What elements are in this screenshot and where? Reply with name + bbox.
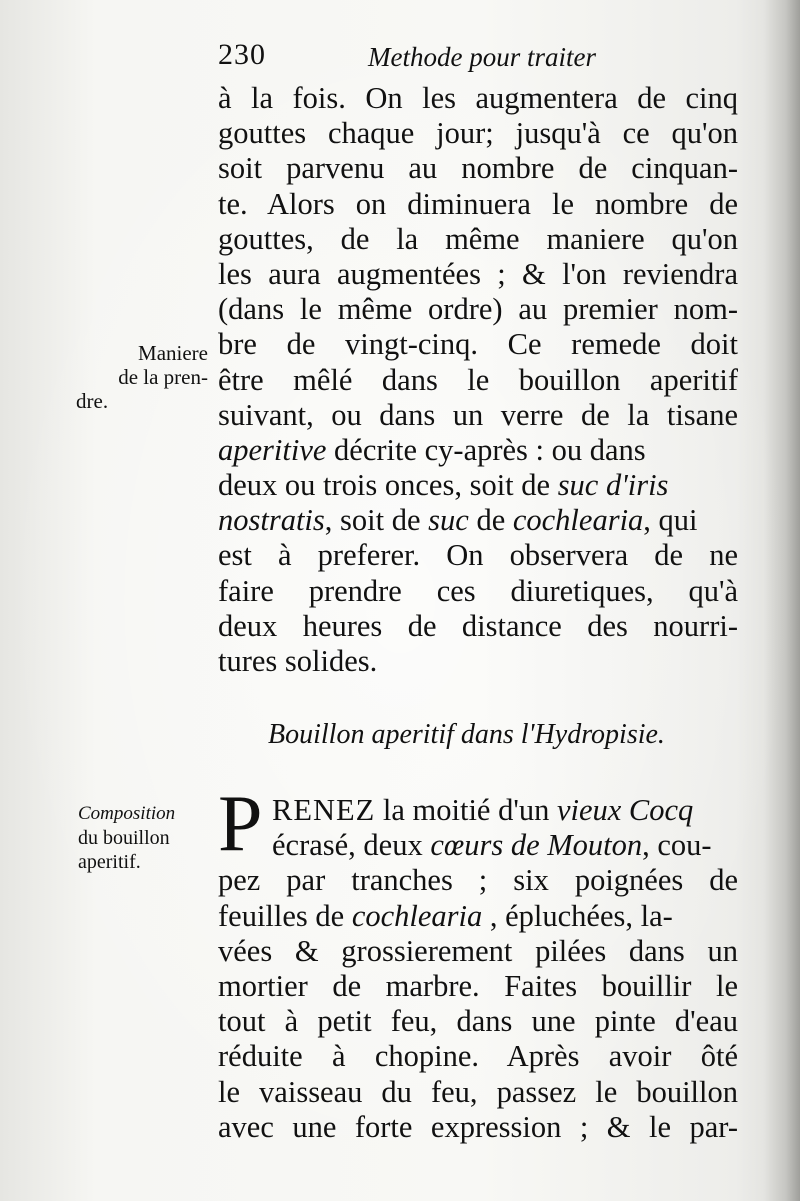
text-run: , qui bbox=[643, 503, 698, 538]
text-run: , cou- bbox=[642, 828, 712, 863]
text-line: pez par tranches ; six poignées de bbox=[218, 863, 738, 898]
margin-note-line: du bouillon bbox=[78, 827, 170, 849]
text-line: être mêlé dans le bouillon aperitif bbox=[218, 362, 738, 397]
paragraph-1 bbox=[218, 81, 738, 679]
text-run: feuilles de bbox=[218, 898, 352, 933]
text-line: tures solides. bbox=[218, 644, 378, 678]
text-line bbox=[218, 503, 738, 538]
text-line bbox=[218, 899, 738, 934]
text-run: la moitié d'un bbox=[375, 793, 557, 827]
text-line: bre de vingt-cinq. Ce remede doit bbox=[218, 327, 738, 362]
text-run: de bbox=[468, 503, 513, 538]
section-subheading: Bouillon aperitif dans l'Hydropisie. bbox=[268, 719, 665, 750]
paragraph-2 bbox=[218, 793, 738, 1145]
text-line: avec une forte expression ; & le par- bbox=[218, 1109, 738, 1144]
text-line: est à preferer. On observera de ne bbox=[218, 538, 738, 573]
page-header bbox=[218, 38, 738, 78]
text-line: vées & grossierement pilées dans un bbox=[218, 933, 738, 968]
text-line: tout à petit feu, dans une pinte d'eau bbox=[218, 1004, 738, 1039]
text-run: deux ou trois onces, soit de bbox=[218, 468, 558, 503]
italic-term: cœurs de Mouton bbox=[430, 828, 643, 863]
text-line: mortier de marbre. Faites bouillir le bbox=[218, 968, 738, 1003]
text-line bbox=[218, 468, 738, 503]
text-run: , épluchées, la- bbox=[482, 898, 673, 933]
italic-term: suc bbox=[428, 503, 469, 538]
text-line: suivant, ou dans un verre de la tisane bbox=[218, 397, 738, 432]
italic-term: suc d'iris bbox=[557, 468, 669, 503]
running-head: Methode pour traiter bbox=[368, 42, 596, 72]
margin-note-maniere bbox=[70, 341, 208, 413]
text-line: gouttes, de la même maniere qu'on bbox=[218, 221, 738, 256]
text-run: décrite cy-après : ou dans bbox=[326, 432, 646, 467]
drop-cap: P bbox=[218, 780, 263, 868]
text-line: réduite à chopine. Après avoir ôté bbox=[218, 1039, 738, 1074]
text-line bbox=[218, 828, 738, 863]
text-line: les aura augmentées ; & l'on reviendra bbox=[218, 256, 738, 291]
margin-note-line: dre. bbox=[76, 389, 109, 413]
text-line: faire prendre ces diuretiques, qu'à bbox=[218, 573, 738, 608]
italic-term: aperitive bbox=[218, 432, 327, 467]
italic-term: cochlearia bbox=[351, 898, 483, 933]
text-line: soit parvenu au nombre de cinquan- bbox=[218, 151, 738, 186]
text-line: deux heures de distance des nourri- bbox=[218, 608, 738, 643]
margin-note-line: Maniere bbox=[138, 341, 208, 365]
text-line: (dans le même ordre) au premier nom- bbox=[218, 292, 738, 327]
smallcaps-word: RENEZ bbox=[272, 793, 376, 827]
margin-note-composition bbox=[78, 802, 208, 874]
text-line: le vaisseau du feu, passez le bouillon bbox=[218, 1074, 738, 1109]
text-line: te. Alors on diminuera le nombre de bbox=[218, 186, 738, 221]
italic-term: vieux Cocq bbox=[556, 793, 694, 827]
text-line bbox=[218, 793, 738, 828]
italic-term: nostratis bbox=[218, 503, 325, 538]
text-line: à la fois. On les augmentera de cinq bbox=[218, 81, 738, 115]
text-run: écrasé, deux bbox=[272, 828, 431, 863]
text-run: , soit de bbox=[324, 503, 429, 538]
text-line: gouttes chaque jour; jusqu'à ce qu'on bbox=[218, 116, 738, 151]
italic-term: cochlearia bbox=[512, 503, 644, 538]
margin-note-line: de la pren- bbox=[118, 365, 208, 389]
margin-note-line: Composition bbox=[78, 803, 176, 824]
margin-note-line: aperitif. bbox=[78, 851, 141, 873]
text-line bbox=[218, 433, 738, 468]
page-number: 230 bbox=[218, 38, 266, 71]
page-edge-shadow bbox=[764, 0, 800, 1201]
